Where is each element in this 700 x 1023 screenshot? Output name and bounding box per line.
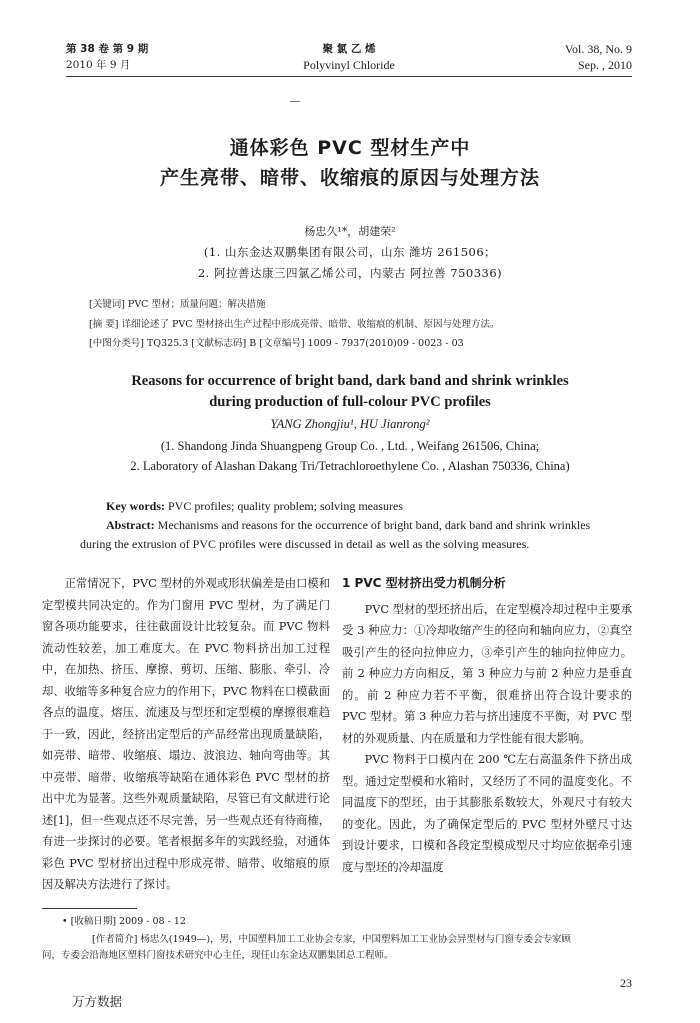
affiliation-cn-1: (1. 山东金达双鹏集团有限公司，山东 潍坊 261506；: [203, 245, 497, 259]
header-right: [565, 41, 632, 73]
keywords-en: [106, 499, 403, 514]
keywords-cn: [关键词] PVC 型材；质量问题；解决措施: [89, 299, 266, 310]
intro-paragraph: 正常情况下，PVC 型材的外观或形状偏差是由口模和定型模共同决定的。作为门窗用 PVC 型材，为了满足门窗各项功能要求，往往截面设计比较复杂。而 PVC 物料流动性较差，加工难度大。在 PVC 物料挤出加工过程中，在加热、挤压、摩擦、剪切、压缩、膨胀、牵引、冷却、收缩等多种复合应力的作用下，PVC 物料在口模截面各点的温度、熔压、流速及与型坯和定型模的摩擦很难趋于一致，因此，经挤出定型后的产品经常出现质量缺陷，如亮带、暗带、收缩痕、塌边、波浪边、轴向弯曲等。其中亮带、暗带、收缩痕等缺陷在通体彩色 PVC 型材的挤出中尤为显著。这些外观质量缺陷，尽管已有文献进行论述[1]，但一些观点还不尽完善，另一些观点还有待商榷，有进一步探讨的必要。笔者根据多年的实践经验，对通体彩色 PVC 型材挤出过程中形成亮带、暗带、收缩痕的原因及解决方法进行了探讨。: [42, 577, 330, 891]
journal-name-cn: 聚 氯 乙 烯: [322, 43, 376, 55]
header-center: [66, 41, 632, 73]
abstract-en-line2: during the extrusion of PVC profiles were discussed in detail as well as the solving measures.: [80, 537, 530, 551]
title-cn-line1: 通体彩色 PVC 型材生产中: [229, 137, 471, 159]
section-1-para-1: PVC 型材的型坯挤出后，在定型模冷却过程中主要承受 3 种应力：①冷却收缩产生的径向和轴向应力，②真空吸引产生的径向拉伸应力，③牵引产生的轴向拉伸应力。前 2 种应力方向相反，第 3 种应力与前 2 种应力是垂直的。前 2 种应力若不平衡，很难挤出符合设计要求的 PVC 型材。第 3 种应力若与挤出速度不平衡，对 PVC 型材的外观质量、内在质量和力学性能有很大影响。: [342, 602, 632, 745]
footnote-author-bio-1: [作者简介] 杨忠久(1949—)，男，中国塑料加工工业协会专家，中国塑料加工工业协会异型材与门窗专委会专家顾: [92, 934, 572, 945]
page-number: 23: [620, 976, 632, 990]
volume-issue-en: Vol. 38, No. 9: [564, 42, 632, 56]
authors-en: YANG Zhongjiu¹, HU Jianrong²: [270, 417, 430, 431]
footnote-author-bio-2: 问，专委会沿海地区塑料门窗技术研究中心主任，现任山东金达双鹏集团总工程师。: [42, 950, 394, 961]
section-1-heading: 1 PVC 型材挤出受力机制分析: [342, 576, 506, 590]
title-cn-line2: 产生亮带、暗带、收缩痕的原因与处理方法: [159, 167, 540, 189]
authors-cn: 杨忠久¹*，胡建荣²: [304, 225, 396, 238]
body-left-column: [42, 573, 330, 896]
footnote-rule: [42, 908, 137, 909]
keywords-en-label: Key words:: [106, 499, 165, 513]
abstract-en-line1: [106, 518, 590, 533]
volume-issue-cn: 第 38 卷 第 9 期: [66, 43, 149, 55]
keywords-en-text: PVC profiles; quality problem; solving measures: [165, 499, 403, 513]
journal-name-en: Polyvinyl Chloride: [303, 58, 395, 72]
date-cn: 2010 年 9 月: [66, 59, 131, 71]
section-1-para-2: PVC 物料于口模内在 200 ℃左右高温条件下挤出成型。通过定型模和水箱时，又经历了不同的温度变化。不同温度下的型坯，由于其膨胀系数较大，外观尺寸有较大的变化。因此，为了确保定型后的 PVC 型材外壁尺寸达到设计要求，口模和各段定型模成型尺寸均应依据牵引速度与型坯的冷却温度: [342, 753, 632, 874]
affiliation-en-1: (1. Shandong Jinda Shuangpeng Group Co. , Ltd. , Weifang 261506, China;: [160, 439, 540, 453]
affiliation-cn-2: 2. 阿拉善达康三四氯乙烯公司，内蒙古 阿拉善 750336): [197, 266, 503, 280]
header-rule: [66, 76, 632, 77]
running-header: [66, 41, 632, 75]
header-ornament: [290, 101, 300, 102]
watermark: 万方数据: [72, 994, 123, 1009]
title-en-line2: during production of full-colour PVC profiles: [209, 394, 491, 410]
classification-cn: [中图分类号] TQ325.3 [文献标志码] B [文章编号] 1009 - 7937(2010)09 - 0023 - 03: [89, 338, 464, 349]
date-en: Sep. , 2010: [578, 58, 632, 72]
abstract-en-text-1: Mechanisms and reasons for the occurrence of bright band, dark band and shrink wrinkles: [154, 518, 591, 532]
abstract-cn: [摘 要] 详细论述了 PVC 型材挤出生产过程中形成亮带、暗带、收缩痕的机制、原因与处理方法。: [89, 319, 500, 330]
footnote-received: • [收稿日期] 2009 - 08 - 12: [62, 916, 186, 927]
abstract-en-label: Abstract:: [106, 518, 155, 532]
body-right-column: [342, 573, 632, 878]
affiliation-en-2: 2. Laboratory of Alashan Dakang Tri/Tetrachloroethylene Co. , Alashan 750336, China): [130, 459, 570, 473]
title-en-line1: Reasons for occurrence of bright band, dark band and shrink wrinkles: [131, 373, 569, 389]
